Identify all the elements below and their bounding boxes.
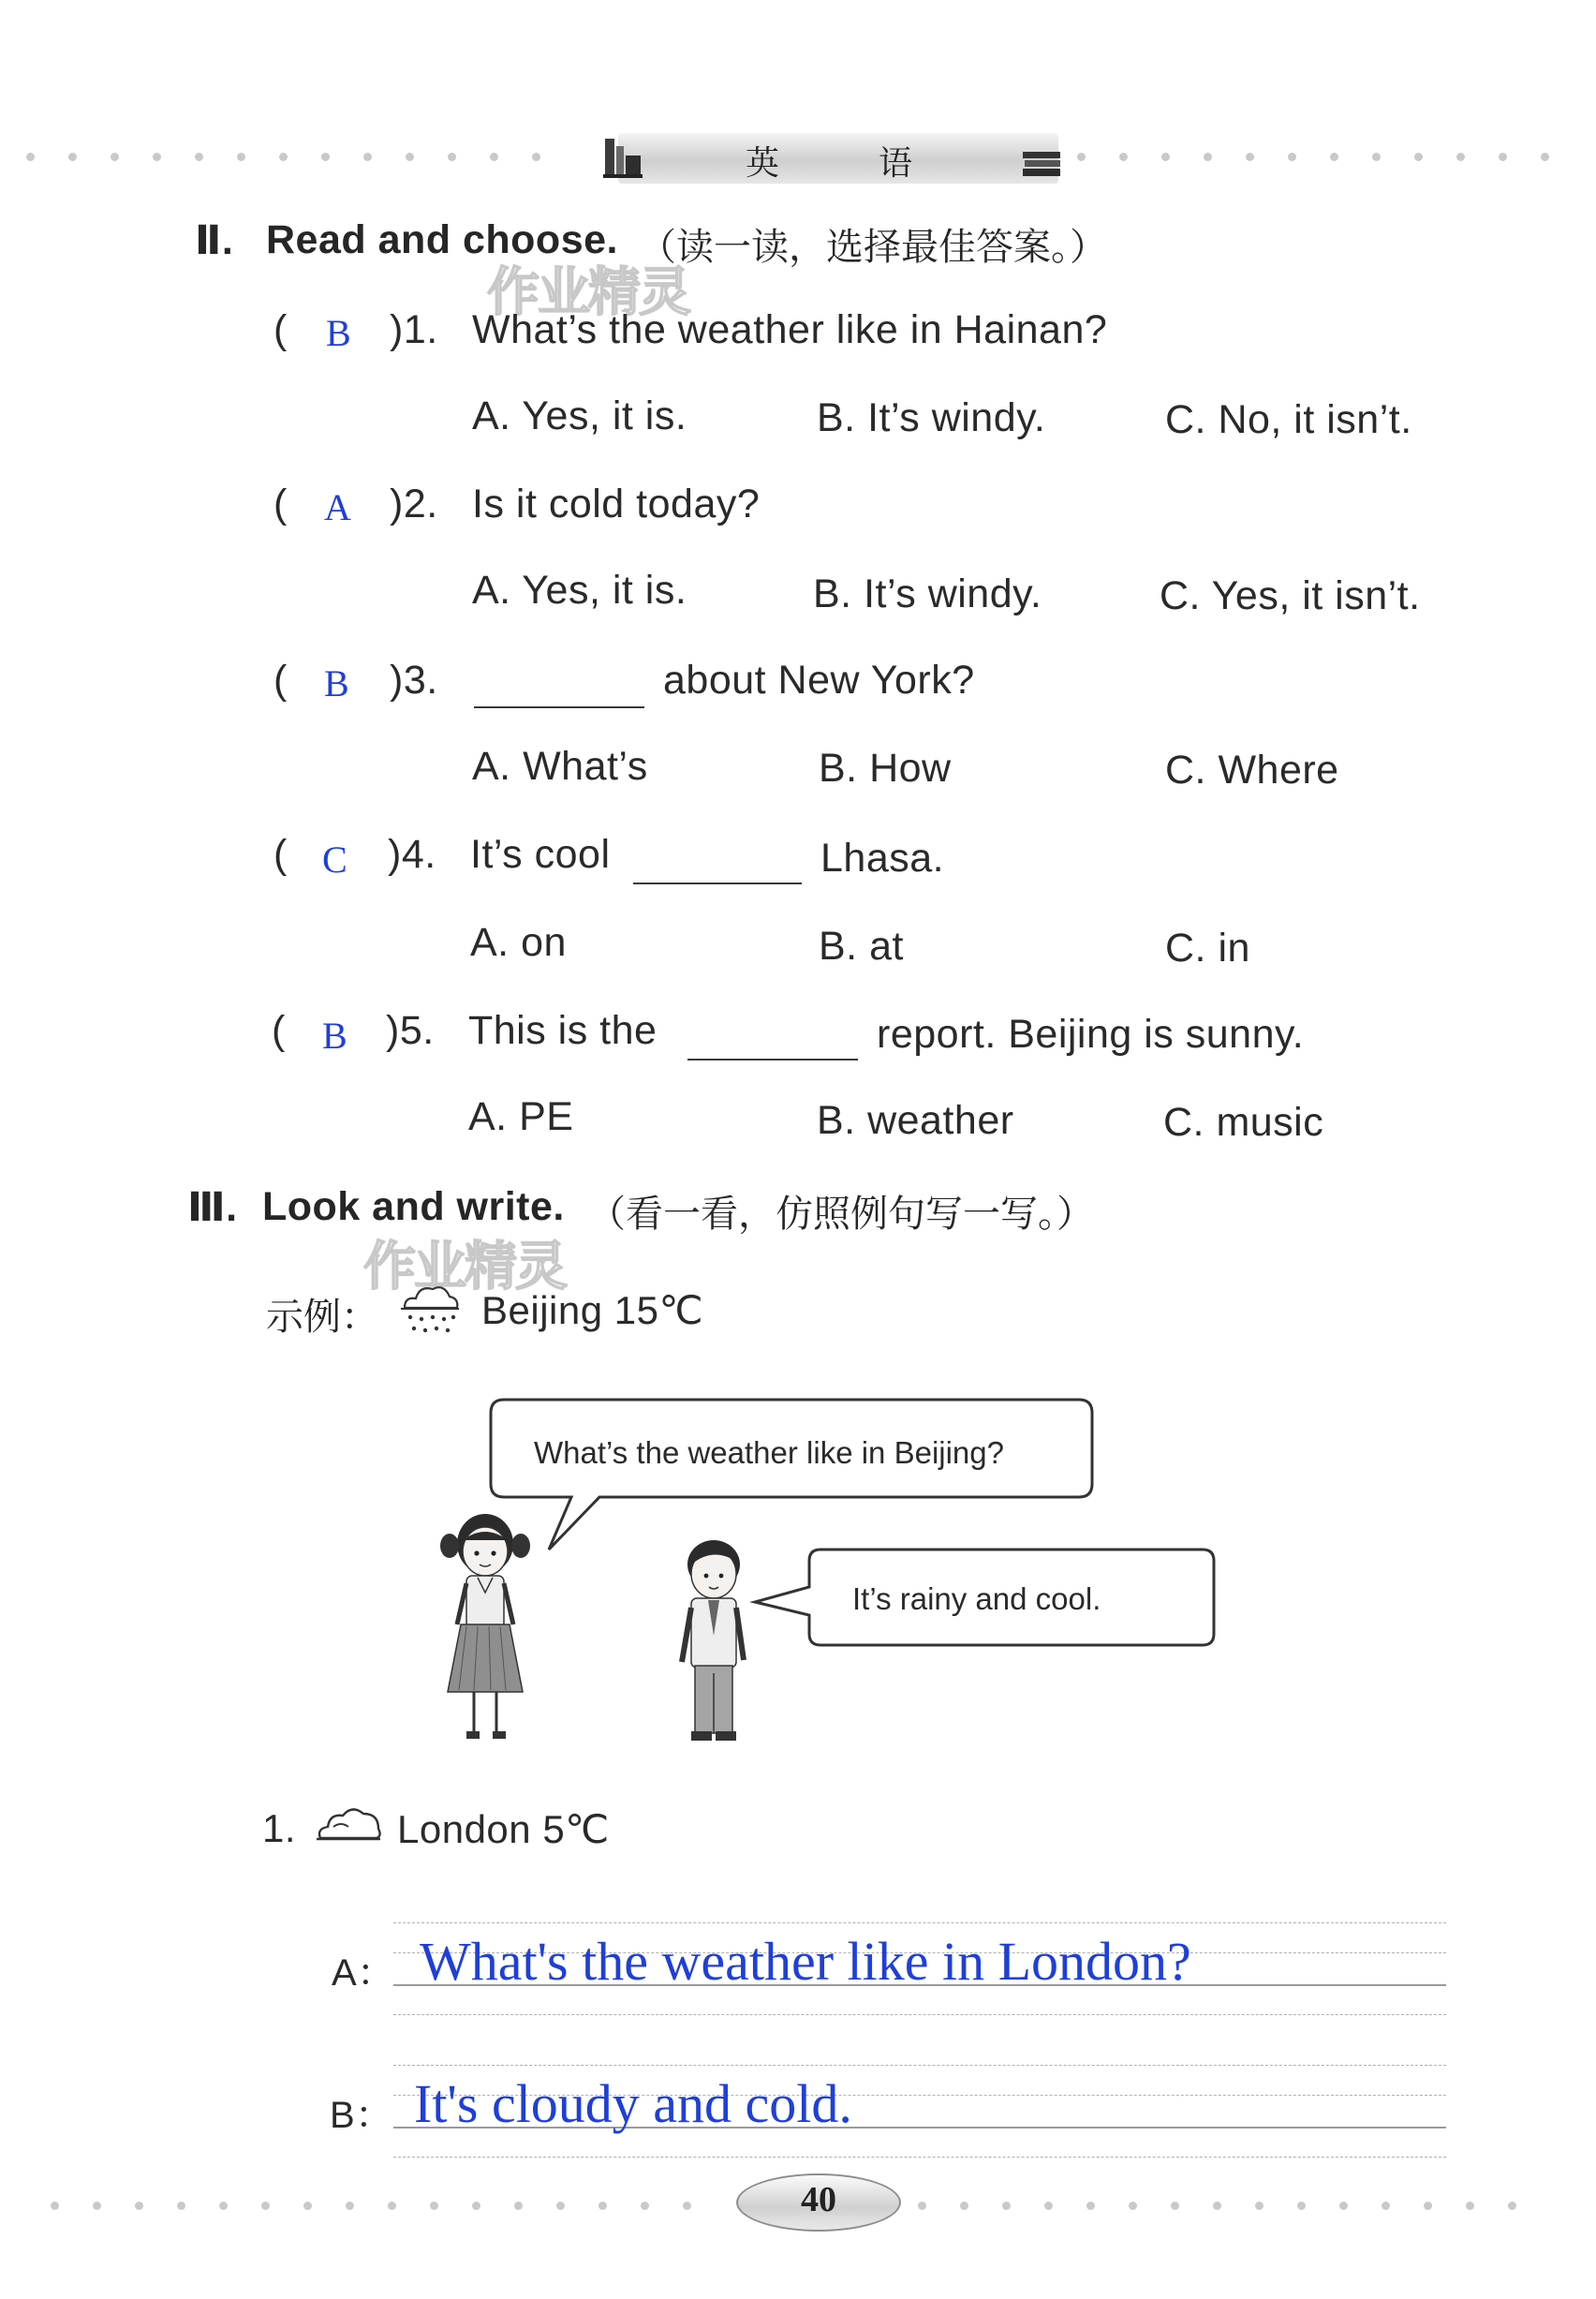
decorative-dot xyxy=(1119,153,1128,161)
q5-option-a: A. PE xyxy=(468,1094,574,1139)
q2-answer: A xyxy=(324,486,351,528)
decorative-dot xyxy=(363,153,372,161)
paren-open: ( xyxy=(273,832,288,877)
decorative-dot xyxy=(683,2202,691,2210)
decorative-dot xyxy=(1161,153,1170,161)
section3-numeral: Ⅲ. xyxy=(187,1185,238,1230)
example-city: Beijing 15℃ xyxy=(481,1288,704,1332)
decorative-dot xyxy=(490,153,498,161)
q4-option-a: A. on xyxy=(470,920,567,965)
q3-text-after: about New York? xyxy=(663,658,975,703)
header-subject-char1: 英 xyxy=(746,144,780,183)
girl-illustration xyxy=(433,1503,538,1743)
decorative-dot xyxy=(532,153,540,161)
q2-text: Is it cold today? xyxy=(472,482,761,527)
decorative-dot xyxy=(177,2202,185,2210)
item1-city: London 5℃ xyxy=(397,1807,610,1851)
q2-option-a: A. Yes, it is. xyxy=(472,568,687,613)
section2-instruction-cn: （读一读，选择最佳答案。） xyxy=(639,226,1107,269)
bubble-boy-text: It’s rainy and cool. xyxy=(852,1581,1101,1616)
q2-number: )2. xyxy=(390,482,438,527)
footer-dots-right xyxy=(918,2202,1564,2211)
decorative-dot xyxy=(261,2202,270,2210)
watermark: 作业精灵 xyxy=(363,1237,566,1298)
rain-cloud-icon xyxy=(397,1278,463,1338)
decorative-dot xyxy=(279,153,288,161)
decorative-dot xyxy=(1255,2202,1264,2210)
decorative-dot xyxy=(1297,2202,1306,2210)
decorative-dot xyxy=(388,2202,396,2210)
decorative-dot xyxy=(598,2202,607,2210)
q1-number: )1. xyxy=(390,307,438,352)
q4-option-b: B. at xyxy=(819,924,904,969)
decorative-dot xyxy=(321,153,330,161)
header-dots-left xyxy=(26,153,598,162)
decorative-dot xyxy=(1246,153,1254,161)
decorative-dot xyxy=(1372,153,1381,161)
q2-option-b: B. It’s windy. xyxy=(813,571,1042,616)
decorative-dot xyxy=(918,2202,926,2210)
speaker-b-label: B： xyxy=(330,2095,393,2136)
decorative-dot xyxy=(1044,2202,1053,2210)
bubble-girl-text: What’s the weather like in Beijing? xyxy=(534,1435,1004,1470)
q2-option-c: C. Yes, it isn’t. xyxy=(1160,573,1421,618)
q3-blank xyxy=(474,706,644,708)
decorative-dot xyxy=(1077,153,1086,161)
q4-blank xyxy=(633,883,802,884)
writing-line xyxy=(393,2014,1446,2015)
writing-line xyxy=(393,2065,1446,2066)
decorative-dot xyxy=(1414,153,1423,161)
q5-text: This is the xyxy=(468,1008,658,1053)
q5-option-c: C. music xyxy=(1163,1100,1324,1145)
decorative-dot xyxy=(111,153,119,161)
writing-line xyxy=(393,1922,1446,1923)
decorative-dot xyxy=(1456,153,1465,161)
answer-b-handwriting: It's cloudy and cold. xyxy=(414,2073,852,2134)
decorative-dot xyxy=(1002,2202,1011,2210)
decorative-dot xyxy=(51,2202,59,2210)
decorative-dot xyxy=(26,153,35,161)
q5-answer: B xyxy=(322,1015,347,1057)
decorative-dot xyxy=(448,153,456,161)
q3-option-c: C. Where xyxy=(1165,748,1339,793)
speech-bubble-girl xyxy=(487,1396,1098,1565)
decorative-dot xyxy=(1541,153,1549,161)
decorative-dot xyxy=(1330,153,1338,161)
decorative-dot xyxy=(153,153,161,161)
watermark: 作业精灵 xyxy=(487,262,689,323)
decorative-dot xyxy=(430,2202,438,2210)
q1-answer: B xyxy=(326,312,351,354)
q4-option-c: C. in xyxy=(1165,926,1250,971)
decorative-dot xyxy=(68,153,77,161)
writing-line xyxy=(393,2157,1446,2158)
decorative-dot xyxy=(93,2202,101,2210)
decorative-dot xyxy=(406,153,414,161)
q5-text-after: report. Beijing is sunny. xyxy=(877,1012,1305,1057)
decorative-dot xyxy=(346,2202,354,2210)
boy-illustration xyxy=(667,1533,761,1744)
decorative-dot xyxy=(1508,2202,1516,2210)
paren-open: ( xyxy=(273,307,288,352)
paren-open: ( xyxy=(273,482,288,527)
q5-option-b: B. weather xyxy=(817,1098,1014,1143)
q4-text-after: Lhasa. xyxy=(820,836,945,881)
section3-title: Look and write. xyxy=(262,1184,565,1229)
decorative-dot xyxy=(135,2202,143,2210)
q4-text: It’s cool xyxy=(470,832,611,877)
q1-option-c: C. No, it isn’t. xyxy=(1165,397,1412,442)
decorative-dot xyxy=(1204,153,1212,161)
decorative-dot xyxy=(1339,2202,1348,2210)
example-label: 示例： xyxy=(266,1296,378,1339)
cloud-icon xyxy=(313,1802,384,1846)
decorative-dot xyxy=(1424,2202,1432,2210)
decorative-dot xyxy=(1382,2202,1390,2210)
decorative-dot xyxy=(1086,2202,1095,2210)
decorative-dot xyxy=(960,2202,968,2210)
q3-option-b: B. How xyxy=(819,746,952,791)
decorative-dot xyxy=(303,2202,312,2210)
q4-number: )4. xyxy=(388,832,436,877)
decorative-dot xyxy=(514,2202,523,2210)
decorative-dot xyxy=(195,153,203,161)
decorative-dot xyxy=(641,2202,649,2210)
q1-text: What’s the weather like in Hainan? xyxy=(472,307,1108,352)
answer-a-handwriting: What's the weather like in London? xyxy=(420,1931,1191,1992)
decorative-dot xyxy=(1171,2202,1179,2210)
paren-open: ( xyxy=(272,1008,286,1053)
q3-option-a: A. What’s xyxy=(472,744,648,789)
decorative-dot xyxy=(219,2202,228,2210)
q5-number: )5. xyxy=(386,1008,435,1053)
decorative-dot xyxy=(556,2202,565,2210)
q1-option-b: B. It’s windy. xyxy=(817,395,1046,440)
q3-number: )3. xyxy=(390,658,438,703)
header-band xyxy=(618,133,1058,184)
paren-open: ( xyxy=(273,658,288,703)
header-dots-right xyxy=(1077,153,1583,162)
q3-answer: B xyxy=(324,662,349,705)
books-icon xyxy=(1021,150,1064,180)
section2-title: Read and choose. xyxy=(266,217,618,262)
q4-answer: C xyxy=(322,838,347,881)
decorative-dot xyxy=(1288,153,1296,161)
decorative-dot xyxy=(1499,153,1507,161)
footer-dots-left xyxy=(51,2202,725,2211)
decorative-dot xyxy=(1129,2202,1137,2210)
header-subject-char2: 语 xyxy=(879,144,913,183)
item1-number: 1. xyxy=(262,1806,297,1850)
page-number: 40 xyxy=(801,2180,836,2219)
decorative-dot xyxy=(472,2202,480,2210)
speaker-a-label: A： xyxy=(332,1952,395,1994)
decorative-dot xyxy=(1213,2202,1221,2210)
book-stack-icon xyxy=(601,133,644,180)
decorative-dot xyxy=(237,153,245,161)
q1-option-a: A. Yes, it is. xyxy=(472,393,687,438)
section2-numeral: Ⅱ. xyxy=(195,218,234,263)
q5-blank xyxy=(687,1059,858,1061)
section3-instruction-cn: （看一看，仿照例句写一写。） xyxy=(588,1193,1094,1236)
decorative-dot xyxy=(1466,2202,1474,2210)
